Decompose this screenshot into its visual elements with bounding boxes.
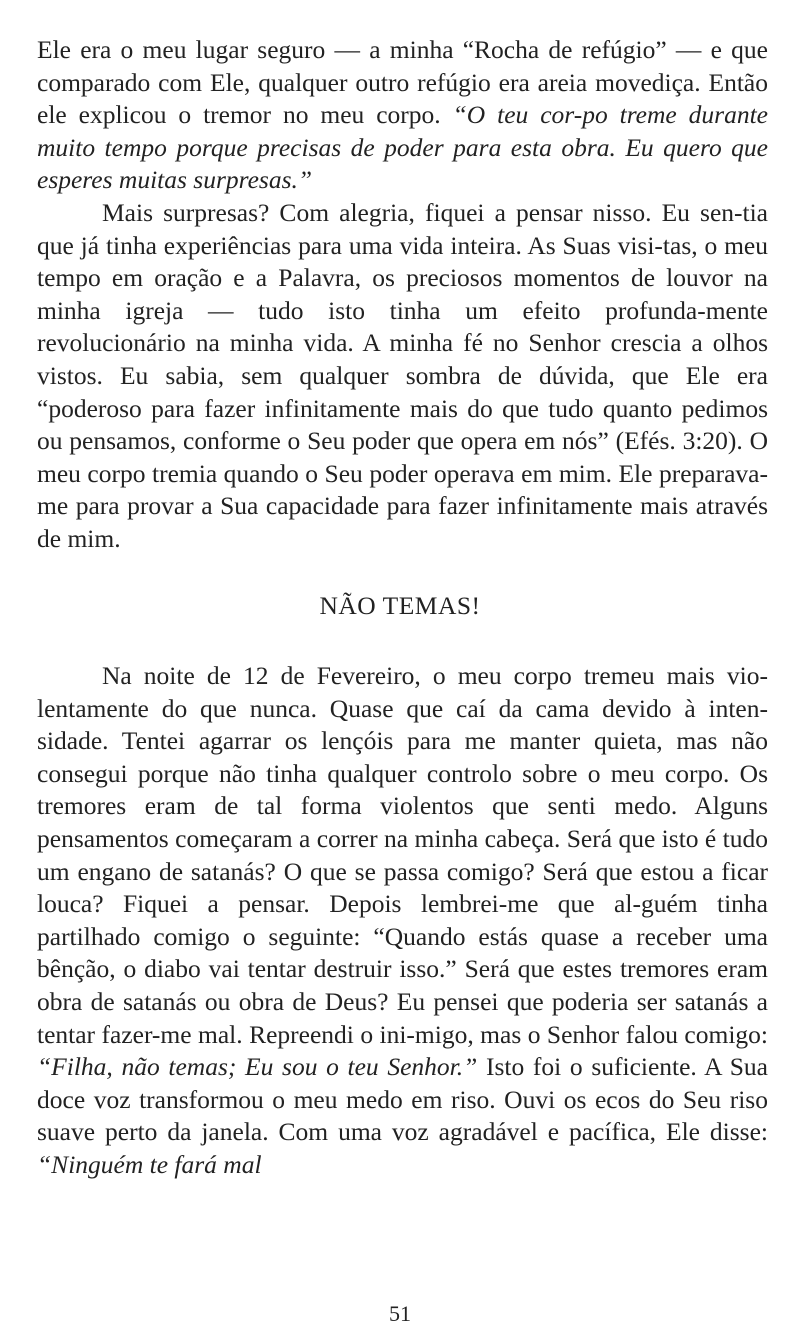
paragraph (37, 34, 768, 197)
quote-italic: “Ninguém te fará mal (37, 1149, 262, 1179)
section-heading: NÃO TEMAS! (319, 591, 481, 620)
text-block-top (37, 34, 768, 556)
paragraph-text: Isto foi o suficiente. A Sua doce voz transformou o meu medo em riso. Ouvi os ecos do Seu riso suave perto da janela. Com uma voz agradável e pacífica, Ele disse: (37, 1052, 768, 1147)
paragraph-text: Ele era o meu lugar seguro — a minha “Rocha de refúgio” — e que comparado com Ele, qualquer outro refúgio era areia movediça. Então ele explicou o tremor no meu corpo. (37, 35, 768, 130)
paragraph (37, 660, 768, 1182)
paragraph-text: Mais surpresas? Com alegria, fiquei a pensar nisso. Eu sen-tia que já tinha experiências para uma vida inteira. As Suas visi-tas, o meu tempo em oração e a Palavra, os preciosos momentos de louvor na minha igreja — tudo isto tinha um efeito profunda-mente revolucionário na minha vida. A minha fé no Senhor crescia a olhos vistos. Eu sabia, sem qualquer sombra de dúvida, que Ele era “poderoso para fazer infinitamente mais do que tudo quanto pedimos ou pensamos, conforme o Seu poder que opera em nós” (Efés. 3:20). O meu corpo tremia quando o Seu poder operava em mim. Ele preparava-me para provar a Sua capacidade para fazer infinitamente mais através de mim. (37, 197, 768, 553)
quote-italic: “O teu cor-po treme durante muito tempo porque precisas de poder para esta obra. Eu quero que esperes muitas surpresas.” (37, 100, 768, 195)
text-block-bottom (37, 660, 768, 1182)
page-number: 51 (389, 1301, 411, 1326)
paragraph (37, 197, 768, 556)
paragraph-text: Na noite de 12 de Fevereiro, o meu corpo tremeu mais vio-lentamente do que nunca. Quase que caí da cama devido à inten-sidade. Tentei agarrar os lençóis para me manter quieta, mas não consegui porque não tinha qualquer controlo sobre o meu corpo. Os tremores eram de tal forma violentos que senti medo. Alguns pensamentos começaram a correr na minha cabeça. Será que isto é tudo um engano de satanás? O que se passa comigo? Será que estou a ficar louca? Fiquei a pensar. Depois lembrei-me que al-guém tinha partilhado comigo o seguinte: “Quando estás quase a receber uma bênção, o diabo vai tentar destruir isso.” Será que estes tremores eram obra de satanás ou obra de Deus? Eu pensei que poderia ser satanás a tentar fazer-me mal. Repreendi o ini-migo, mas o Senhor falou comigo: (37, 661, 768, 1049)
quote-italic: “Filha, não temas; Eu sou o teu Senhor.” (37, 1052, 478, 1082)
